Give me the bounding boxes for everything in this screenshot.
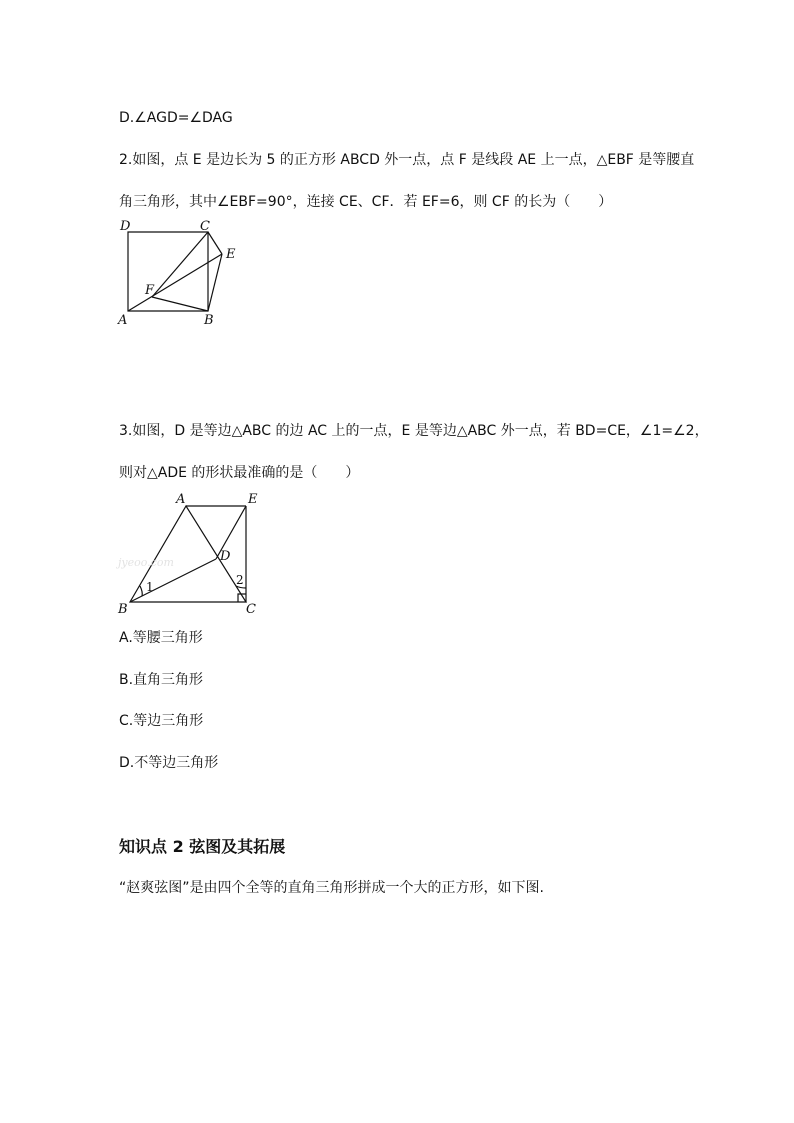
label-a: A bbox=[118, 313, 128, 328]
label-e: E bbox=[226, 247, 236, 262]
label-angle-2: 2 bbox=[236, 573, 244, 587]
q3-option-b: B.直角三角形 bbox=[119, 672, 204, 688]
q3-option-c: C.等边三角形 bbox=[119, 713, 204, 729]
q2-figure-square bbox=[112, 216, 242, 326]
square-abcd bbox=[128, 232, 208, 311]
label-a: A bbox=[176, 492, 186, 507]
section2-intro: “赵爽弦图”是由四个全等的直角三角形拼成一个大的正方形，如下图. bbox=[119, 880, 544, 896]
q3-option-a: A.等腰三角形 bbox=[119, 630, 203, 646]
label-angle-1: 1 bbox=[146, 580, 154, 594]
segment-ce bbox=[208, 232, 222, 254]
q3-text-line1: 3.如图，D 是等边△ABC 的边 AC 上的一点，E 是等边△ABC 外一点，若 BD=CE，∠1=∠2， bbox=[119, 423, 709, 439]
label-b: B bbox=[118, 602, 128, 617]
q2-text-line1: 2.如图，点 E 是边长为 5 的正方形 ABCD 外一点，点 F 是线段 AE 上一点，△EBF 是等腰直 bbox=[119, 152, 695, 168]
section2-heading: 知识点 2 弦图及其拓展 bbox=[119, 837, 286, 856]
q3-option-d: D.不等边三角形 bbox=[119, 755, 219, 771]
label-e: E bbox=[248, 492, 258, 507]
label-b: B bbox=[204, 313, 214, 328]
label-c: C bbox=[246, 602, 256, 617]
label-d: D bbox=[220, 549, 231, 564]
label-f: F bbox=[145, 283, 155, 298]
label-d: D bbox=[120, 219, 131, 234]
segment-bf bbox=[152, 297, 208, 311]
segment-cf bbox=[152, 232, 208, 297]
angle-arc-1 bbox=[140, 586, 142, 596]
q1-option-d: D.∠AGD=∠DAG bbox=[119, 110, 233, 126]
label-c: C bbox=[200, 219, 210, 234]
watermark: jyeoo.com bbox=[118, 556, 174, 569]
q3-figure-triangle bbox=[112, 488, 272, 618]
q3-text-line2: 则对△ADE 的形状最准确的是（ ） bbox=[119, 465, 360, 481]
segment-be bbox=[208, 254, 222, 311]
q2-text-line2: 角三角形，其中∠EBF=90°，连接 CE、CF．若 EF=6，则 CF 的长为（ ） bbox=[119, 194, 613, 210]
